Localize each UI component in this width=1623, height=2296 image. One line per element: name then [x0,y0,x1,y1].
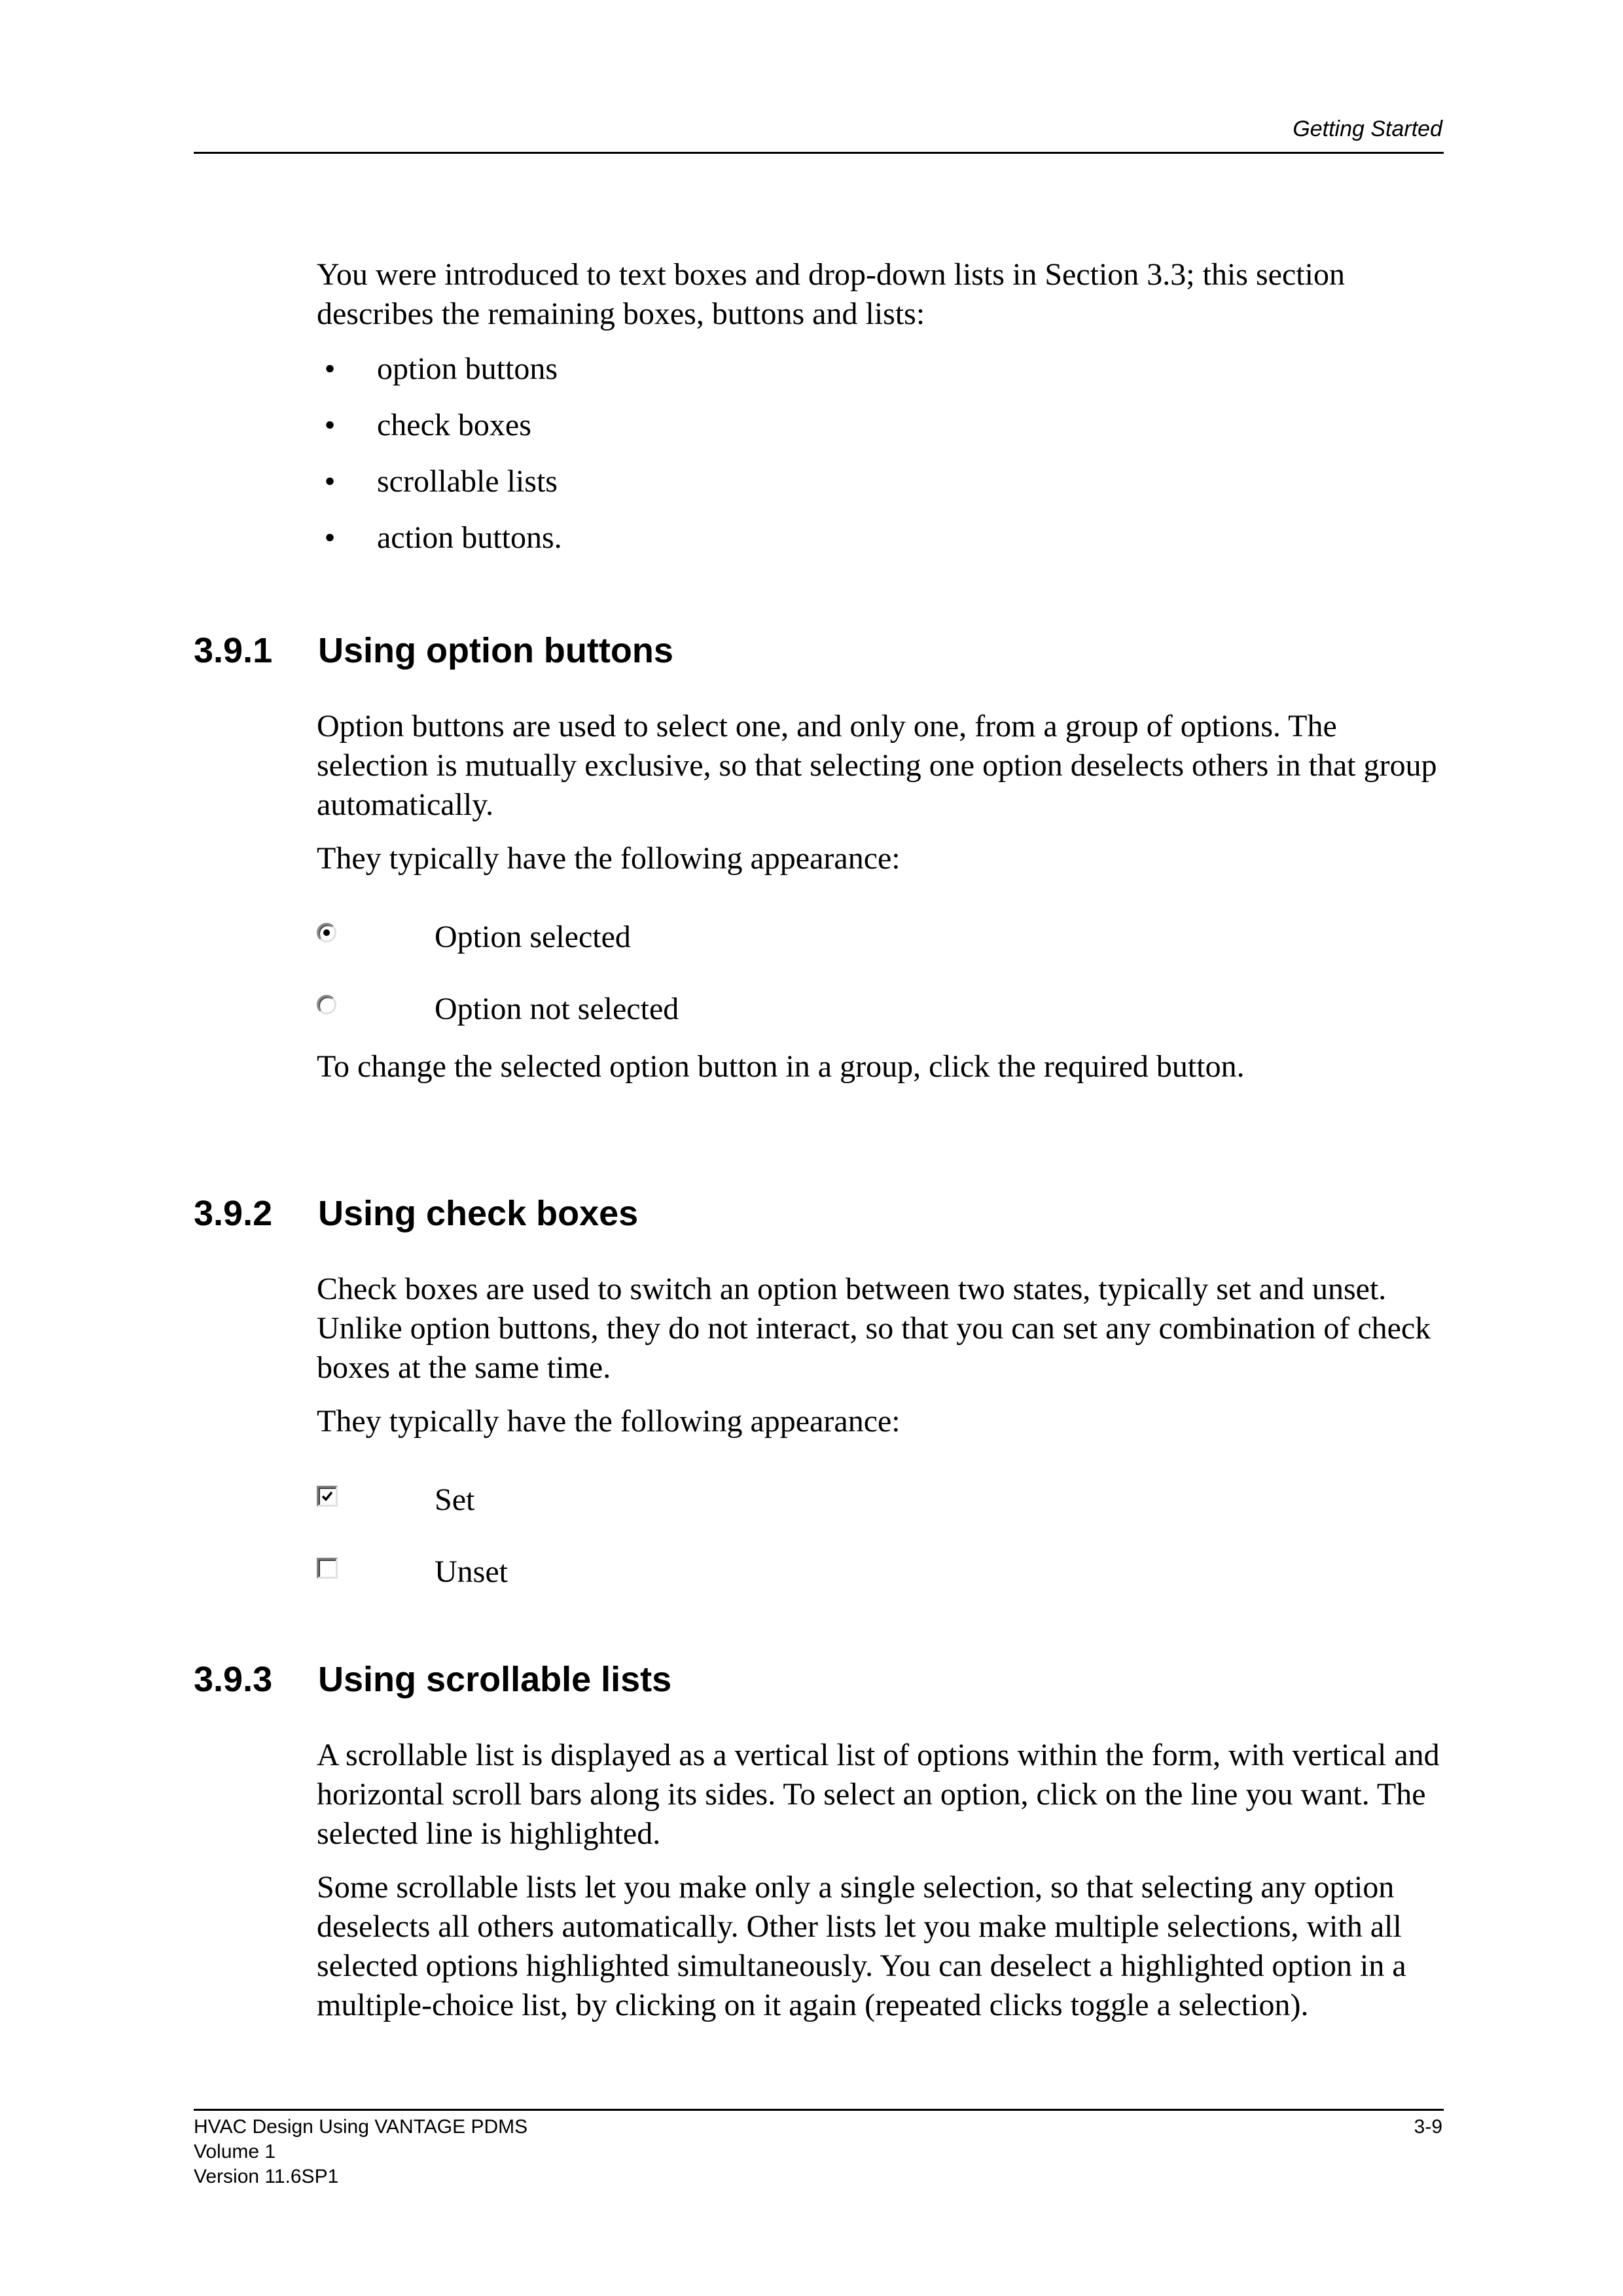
section-number: 3.9.1 [194,631,273,670]
footer-rule [194,2109,1444,2111]
radio-unselected-label: Option not selected [435,992,679,1026]
section-heading-check-boxes [194,1193,638,1234]
option-buttons-appearance-text: They typically have the following appearance: [317,841,901,876]
scrollable-lists-paragraph-2: Some scrollable lists let you make only a single selection, so that selecting any option deselects all others automatically. Other lists let you make multiple selections, with all selected options highlighted simultaneously. You can deselect a highlighted option in a multiple-choice list, by clicking on it again (repeated clicks toggle a selection). [317,1870,1406,2022]
check-boxes-paragraph: Check boxes are used to switch an option between two states, typically set and unset. Unlike option buttons, they do not interact, so that you can set any combination of check boxes at the same time. [317,1272,1431,1385]
checkbox-unchecked-icon [317,1558,338,1579]
footer-version: Version 11.6SP1 [194,2166,339,2187]
scrollable-lists-body [317,1736,1455,2025]
option-buttons-paragraph: Option buttons are used to select one, and only one, from a group of options. The selection is mutually exclusive, so that selecting one option deselects others in that group automatically. [317,709,1437,822]
list-item: • scrollable lists [317,462,1455,518]
intro-section [317,255,1455,575]
list-item: • check boxes [317,406,1455,462]
scrollable-lists-paragraph-1: A scrollable list is displayed as a vertical list of options within the form, with vertical and horizontal scroll bars along its sides. To select an option, click on the line you want. The selected line is highlighted. [317,1738,1440,1851]
bullet-icon: • [324,520,336,555]
checkbox-set-label: Set [435,1482,475,1517]
section-title: Using scrollable lists [318,1660,672,1699]
section-number: 3.9.2 [194,1194,273,1233]
intro-bullet-list [317,350,1455,575]
check-boxes-appearance-text: They typically have the following appearance: [317,1404,901,1439]
running-header: Getting Started [1293,117,1442,141]
option-buttons-closing [317,1047,1455,1086]
option-buttons-body [317,707,1455,878]
checkbox-unset-label: Unset [435,1554,508,1589]
section-number: 3.9.3 [194,1660,273,1699]
list-item: • option buttons [317,350,1455,406]
bullet-icon: • [324,408,336,442]
radio-selected-icon [317,923,336,942]
checkbox-checked-icon [317,1486,338,1507]
option-buttons-instruction: To change the selected option button in a group, click the required button. [317,1049,1245,1084]
section-title: Using option buttons [318,631,673,670]
intro-paragraph: You were introduced to text boxes and drop-down lists in Section 3.3; this section describes the remaining boxes, buttons and lists: [317,257,1345,331]
radio-selected-label: Option selected [435,920,631,954]
bullet-icon: • [324,351,336,386]
radio-unselected-icon [317,995,336,1014]
section-heading-scrollable-lists [194,1659,671,1700]
section-title: Using check boxes [318,1194,639,1233]
list-item: • action buttons. [317,518,1455,575]
footer-document-title: HVAC Design Using VANTAGE PDMS [194,2116,528,2138]
section-heading-option-buttons [194,630,673,672]
footer-volume: Volume 1 [194,2141,276,2162]
page-number: 3-9 [1414,2116,1442,2138]
check-boxes-body [317,1270,1455,1441]
header-rule [194,152,1444,154]
bullet-icon: • [324,464,336,499]
